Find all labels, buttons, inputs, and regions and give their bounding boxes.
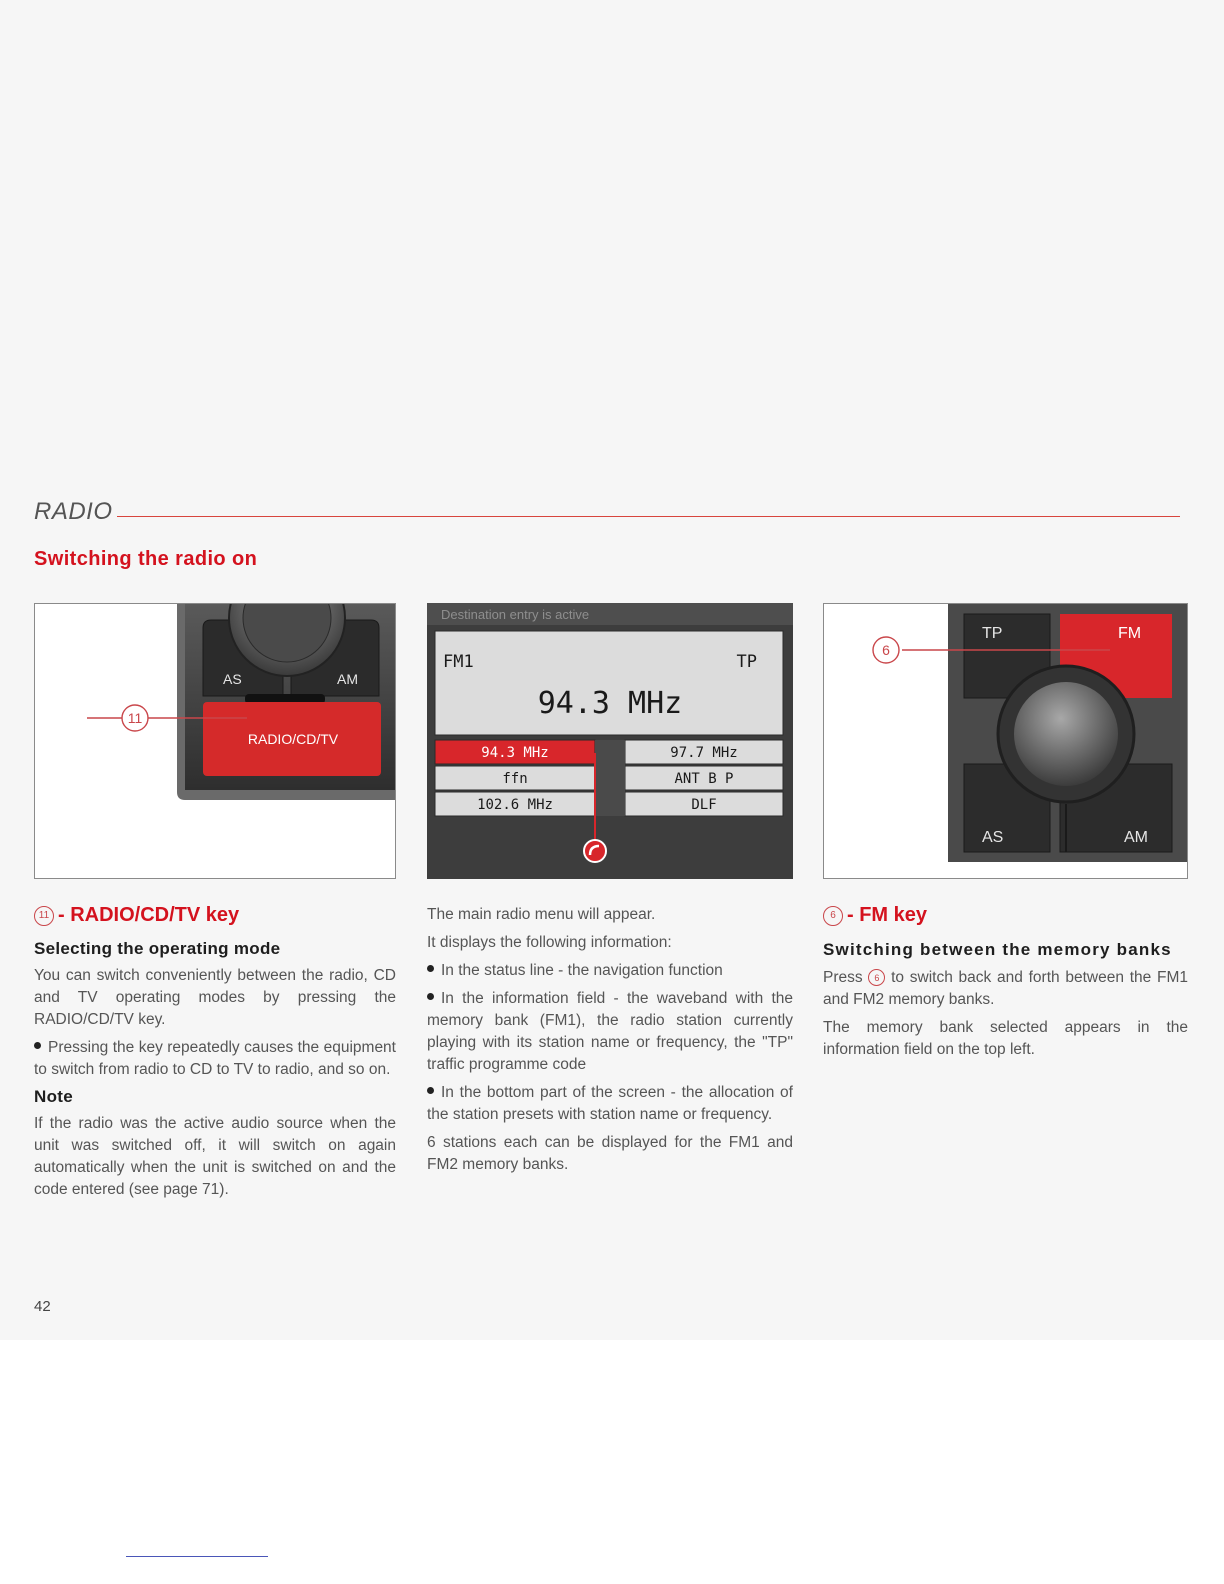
preset-6: DLF bbox=[691, 797, 717, 813]
bullet-text: In the bottom part of the screen - the allocation of the station presets with station name or frequency. bbox=[427, 1084, 793, 1123]
am-button-label: AM bbox=[337, 671, 358, 687]
memory-banks-subheading: Switching between the memory banks bbox=[823, 940, 1172, 959]
stations-count-text: 6 stations each can be displayed for the FM1 and FM2 memory banks. bbox=[427, 1134, 793, 1173]
menu-intro-text: The main radio menu will appear. bbox=[427, 906, 656, 923]
current-frequency: 94.3 MHz bbox=[537, 686, 683, 721]
bullet-text: In the status line - the navigation function bbox=[441, 962, 723, 979]
as-button-label: AS bbox=[223, 671, 242, 687]
bullet-icon bbox=[427, 1087, 434, 1094]
page-heading: Switching the radio on bbox=[34, 548, 258, 570]
bullet-item bbox=[427, 1082, 793, 1126]
operating-mode-subheading: Selecting the operating mode bbox=[34, 939, 281, 958]
am-button-label: AM bbox=[1124, 829, 1148, 846]
preset-5: 102.6 MHz bbox=[477, 797, 553, 813]
bullet-item bbox=[34, 1037, 396, 1081]
note-heading: Note bbox=[34, 1087, 73, 1106]
radio-key-illustration bbox=[35, 604, 396, 879]
radio-key-figure bbox=[34, 603, 396, 879]
fm-button-label: FM bbox=[1118, 625, 1142, 642]
fm-key-title-text: - FM key bbox=[847, 904, 928, 926]
fm-key-title bbox=[823, 904, 1188, 927]
bullet-text: In the information field - the waveband with the memory bank (FM1), the radio station currently playing with its station name or frequency, the "TP" traffic programme code bbox=[427, 990, 793, 1073]
as-button-label: AS bbox=[982, 829, 1004, 846]
right-column bbox=[823, 904, 1188, 1067]
memory-banks-text bbox=[823, 967, 1188, 1011]
section-rule bbox=[114, 516, 1180, 517]
preset-3: ffn bbox=[502, 771, 528, 787]
radio-cd-tv-button-label: RADIO/CD/TV bbox=[247, 731, 339, 747]
callout-6: 6 bbox=[882, 642, 890, 658]
inline-key-badge: 6 bbox=[868, 969, 885, 986]
memory-bank-display-text: The memory bank selected appears in the information field on the top left. bbox=[823, 1019, 1188, 1058]
section-header bbox=[34, 498, 1180, 528]
fm-key-figure bbox=[823, 603, 1188, 879]
menu-info-text: It displays the following information: bbox=[427, 934, 672, 951]
radio-key-title-text: - RADIO/CD/TV key bbox=[58, 904, 240, 926]
footer-rule bbox=[126, 1556, 268, 1557]
radio-screen-illustration bbox=[427, 603, 793, 879]
fm-key-illustration bbox=[824, 604, 1188, 879]
bullet-item bbox=[427, 960, 793, 982]
key-number-badge: 6 bbox=[823, 906, 843, 926]
preset-4: ANT B P bbox=[674, 771, 734, 787]
callout-11: 11 bbox=[127, 710, 143, 726]
page-number: 42 bbox=[34, 1298, 51, 1315]
preset-1: 94.3 MHz bbox=[481, 745, 549, 761]
tp-button-label: TP bbox=[982, 625, 1003, 642]
section-label: RADIO bbox=[34, 498, 117, 526]
radio-menu-screen bbox=[427, 603, 793, 879]
preset-2: 97.7 MHz bbox=[670, 745, 738, 761]
bullet-icon bbox=[34, 1042, 41, 1049]
middle-column bbox=[427, 904, 793, 1182]
bullet-item bbox=[427, 988, 793, 1076]
status-line: Destination entry is active bbox=[441, 607, 590, 622]
key-number-badge: 11 bbox=[34, 906, 54, 926]
memory-banks-rest: to switch back and forth between the FM1 and FM2 memory banks. bbox=[823, 969, 1188, 1008]
operating-mode-text: You can switch conveniently between the radio, CD and TV operating modes by pressing the RADIO/CD/TV key. bbox=[34, 967, 396, 1028]
rotary-knob-icon bbox=[584, 840, 606, 862]
bullet-icon bbox=[427, 965, 434, 972]
tp-indicator: TP bbox=[736, 652, 757, 672]
bullet-icon bbox=[427, 993, 434, 1000]
note-text: If the radio was the active audio source when the unit was switched off, it will switch on again automatically when the unit is switched on and the code entered (see page 71). bbox=[34, 1115, 396, 1198]
bullet-text: Pressing the key repeatedly causes the equipment to switch from radio to CD to TV to radio, and so on. bbox=[34, 1039, 396, 1078]
press-word: Press bbox=[823, 969, 863, 986]
radio-key-title bbox=[34, 904, 396, 927]
left-column bbox=[34, 904, 396, 1207]
memory-bank-label: FM1 bbox=[443, 652, 474, 672]
